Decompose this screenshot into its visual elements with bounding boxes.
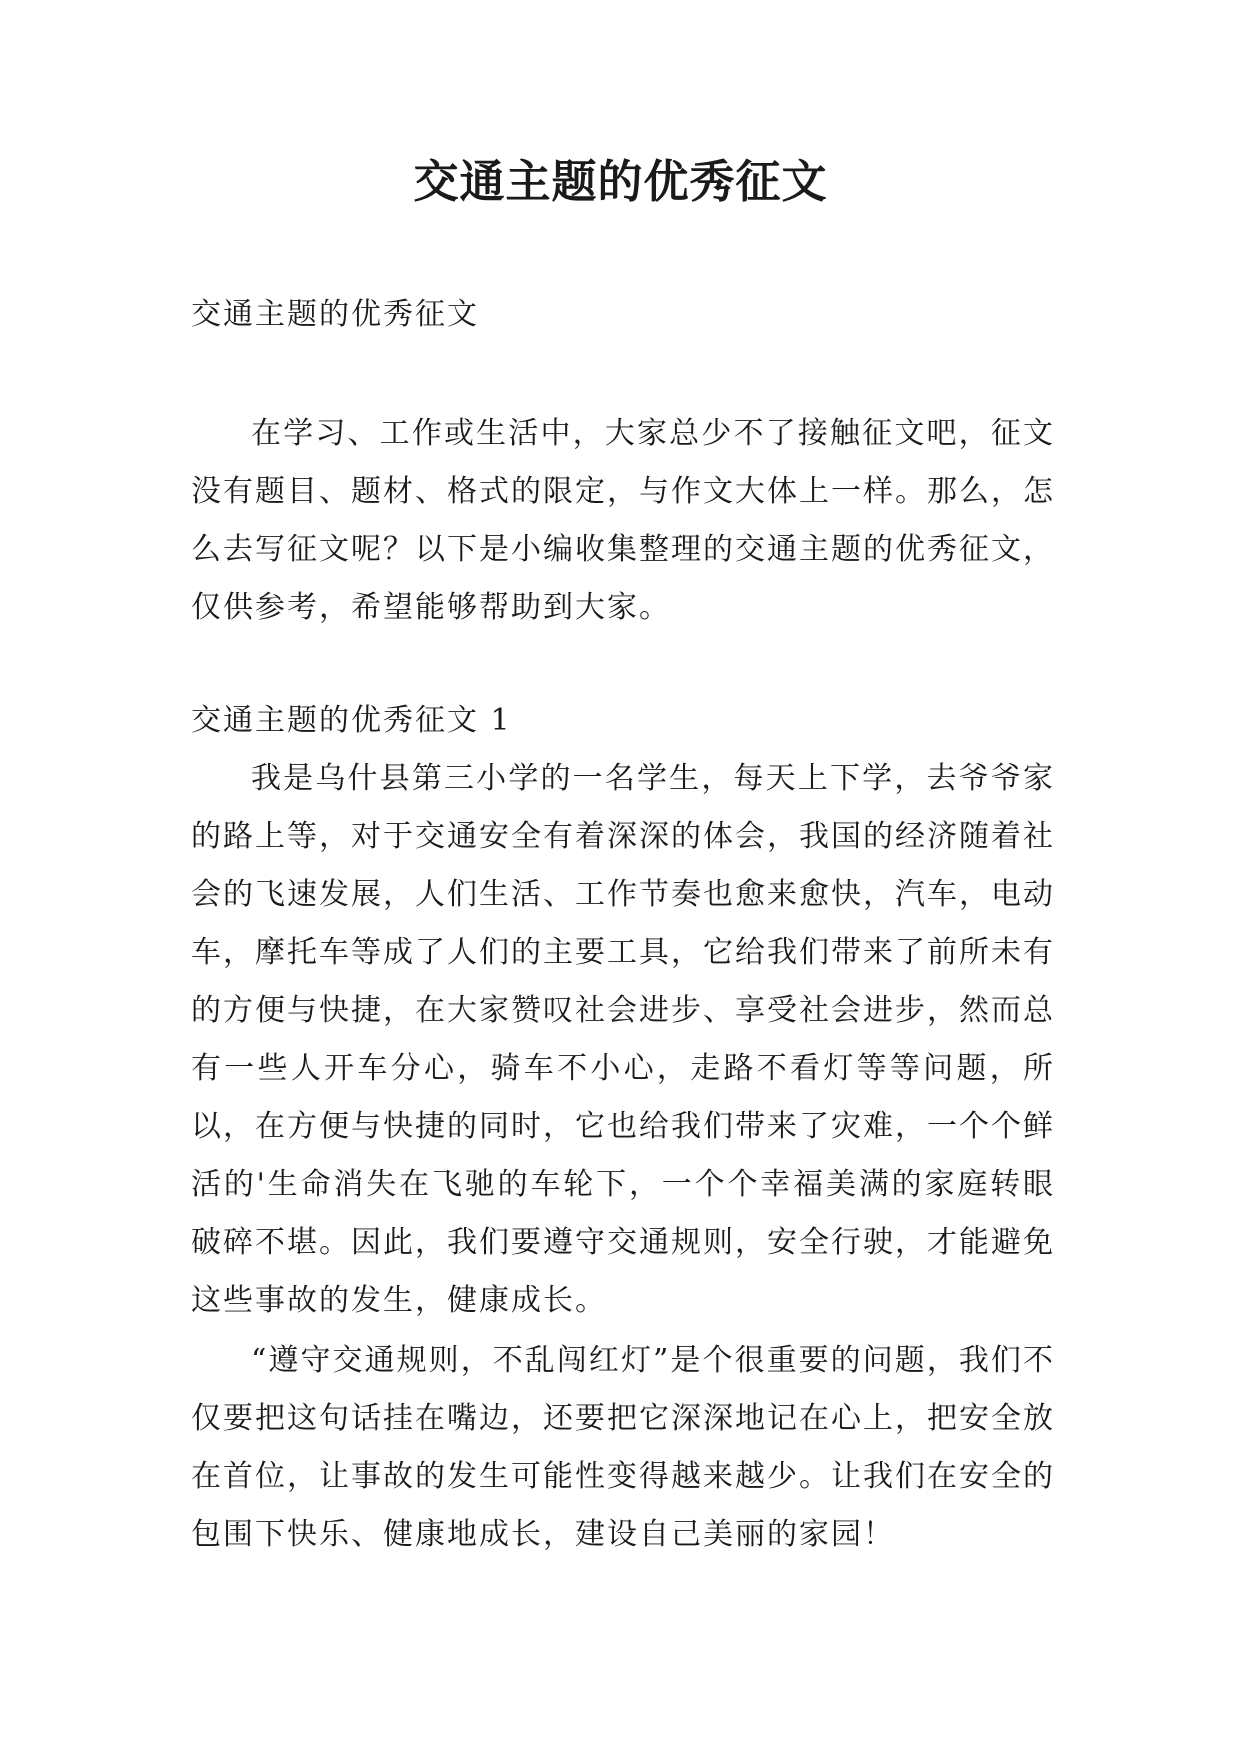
document-subtitle: 交通主题的优秀征文 [191,297,479,332]
intro-paragraph: 在学习、工作或生活中，大家总少不了接触征文吧，征文没有题目、题材、格式的限定，与作文大体上一样。那么，怎么去写征文呢？以下是小编收集整理的交通主题的优秀征文，仅供参考，希望能够帮助到大家。 [191,416,1055,625]
body-paragraph-2: “遵守交通规则，不乱闯红灯”是个很重要的问题，我们不仅要把这句话挂在嘴边，还要把它深深地记在心上，把安全放在首位，让事故的发生可能性变得越来越少。让我们在安全的包围下快乐、健康地成长，建设自己美丽的家园！ [191,1343,1055,1552]
page-title: 交通主题的优秀征文 [413,155,828,208]
body-paragraph-1: 我是乌什县第三小学的一名学生，每天上下学，去爷爷家的路上等，对于交通安全有着深深的体会，我国的经济随着社会的飞速发展，人们生活、工作节奏也愈来愈快，汽车，电动车，摩托车等成了人们的主要工具，它给我们带来了前所未有的方便与快捷，在大家赞叹社会进步、享受社会进步，然而总有一些人开车分心，骑车不小心，走路不看灯等等问题，所以，在方便与快捷的同时，它也给我们带来了灾难，一个个鲜活的'生命消失在飞驰的车轮下，一个个幸福美满的家庭转眼破碎不堪。因此，我们要遵守交通规则，安全行驶，才能避免这些事故的发生，健康成长。 [191,761,1055,1318]
section-heading: 交通主题的优秀征文 1 [191,703,512,738]
